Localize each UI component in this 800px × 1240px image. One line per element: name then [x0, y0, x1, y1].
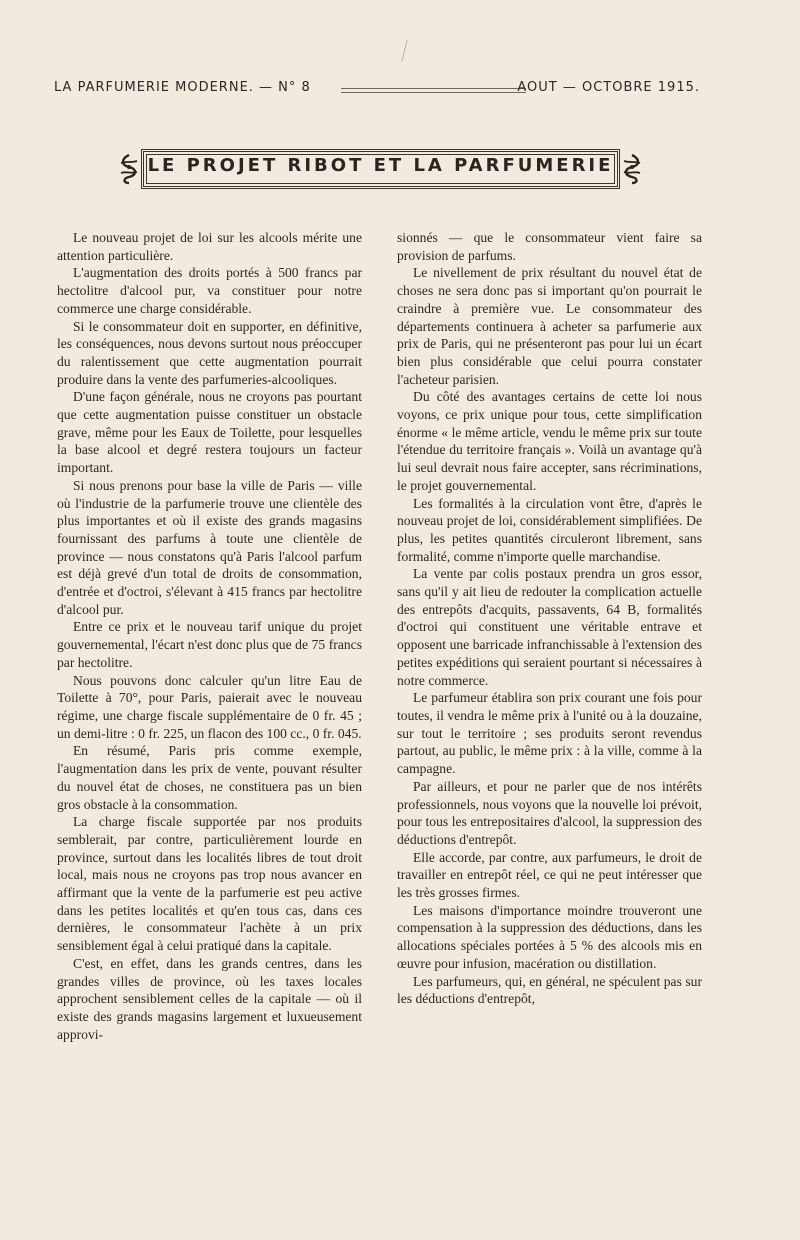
floral-ornament-icon — [620, 153, 644, 185]
paragraph: Les formalités à la circulation vont être, d'après le nouveau projet de loi, considérablement simplifiées. De plus, les petites quantités circuleront librement, sans formalité, comme n'importe quelle marchandise. — [397, 495, 702, 564]
paragraph-continued: sionnés — que le consommateur vient faire sa provision de parfums. — [397, 230, 702, 263]
paragraph: Du côté des avantages certains de cette loi nous voyons, ce prix unique pour tous, cette simplification énorme « le même article, vendu le même prix sur toute l'étendue du territoire français ». Voilà un avantage qu'à lui seul devrait nous faire accepter, sans récriminations, le projet gouvernemental. — [397, 389, 702, 493]
paragraph: Si le consommateur doit en supporter, en définitive, les conséquences, nous devons surtout nous préoccuper du ralentissement que cette augmentation pourrait produire dans la vente des parfumeries-alcooliques. — [57, 318, 362, 387]
paragraph: Le nouveau projet de loi sur les alcools mérite une attention particulière. — [57, 230, 362, 263]
article-title-banner — [117, 145, 644, 195]
paragraph: D'une façon générale, nous ne croyons pas pourtant que cette augmentation puisse constituer un obstacle grave, même pour les Eaux de Toilette, pour lesquelles la base alcool et degré restera toujours un facteur important. — [57, 389, 362, 476]
paragraph: La vente par colis postaux prendra un gros essor, sans qu'il y ait lieu de redouter la complication actuelle des entrepôts d'acquits, passavents, 64 B, formalités d'octroi qui constituent une véritable entrave et opposent une barricade infranchissable à l'extension des petites expéditions qui seraient pourtant si nécessaires à notre commerce. — [397, 566, 702, 688]
paragraph: La charge fiscale supportée par nos produits semblerait, par contre, particulièrement lourde en province, surtout dans les localités libres de tout droit local, mais nous ne croyons pas trop nous avancer en affirmant que la vente de la parfumerie est peu active dans les petites localités et qu'en tous cas, dans ces dernières, le consommateur l'achète à un prix sensiblement égal à celui pratiqué dans la capitale. — [57, 814, 362, 954]
paragraph: C'est, en effet, dans les grands centres, dans les grandes villes de province, où les taxes locales approchent sensiblement celles de la capitale — où il existe des grands magasins largement et luxueusement approvi- — [57, 955, 362, 1042]
running-head — [54, 80, 700, 100]
paragraph: En résumé, Paris pris comme exemple, l'augmentation dans les prix de vente, pouvant résulter du nouvel état de choses, ne constituera pas un bien gros obstacle à la consommation. — [57, 743, 362, 812]
paragraph: Les parfumeurs, qui, en général, ne spéculent pas sur les déductions d'entrepôt, — [397, 973, 702, 1007]
paragraph: Entre ce prix et le nouveau tarif unique du projet gouvernemental, l'écart n'est donc plus que de 75 francs par hectolitre. — [57, 619, 362, 670]
issue-date: AOUT — OCTOBRE 1915. — [517, 80, 700, 95]
paragraph: Nous pouvons donc calculer qu'un litre Eau de Toilette à 70°, pour Paris, paierait avec le nouveau régime, une charge fiscale supplémentaire de 0 fr. 45 ; un demi-litre : 0 fr. 225, un flacon des 100 cc., 0 fr. 045. — [57, 672, 362, 741]
paragraph: Les maisons d'importance moindre trouveront une compensation à la suppression des déductions, dans les allocations spéciales portées à 5 % des alcools mis en œuvre pour infusion, macération ou distillation. — [397, 902, 702, 971]
paragraph: Si nous prenons pour base la ville de Paris — ville où l'industrie de la parfumerie trouve une clientèle des plus importantes et où il existe des grands magasins fournissant des parfums à toute une clientèle de province — nous constatons qu'à Paris l'alcool parfum est déjà grevé d'un total de droits de consommation, d'entrée et d'octroi, s'élevant à 415 francs par hectolitre d'alcool pur. — [57, 477, 362, 617]
pencil-mark — [401, 40, 409, 62]
paragraph: Elle accorde, par contre, aux parfumeurs, le droit de travailler en entrepôt réel, ce qui ne peut intéresser que les très grosses firmes. — [397, 849, 702, 901]
article-column-left — [57, 229, 362, 1043]
article-title: LE PROJET RIBOT ET LA PARFUMERIE — [147, 155, 614, 176]
paragraph: Par ailleurs, et pour ne parler que de nos intérêts professionnels, nous voyons que la nouvelle loi prévoit, pour tous les entrepositaires d'alcool, la suppression des déductions d'entrepôt. — [397, 778, 702, 847]
paragraph: Le nivellement de prix résultant du nouvel état de choses ne sera donc pas si important qu'on pourrait le craindre à première vue. Le consommateur des départements continuera à acheter sa parfumerie aux prix de Paris, qui ne présenteront pas pour lui un écart bien plus considérable que celui pourra constater l'acheteur parisien. — [397, 265, 702, 387]
paragraph: Le parfumeur établira son prix courant une fois pour toutes, il vendra le même prix à l'unité ou à la douzaine, sur tout le territoire ; ses produits seront revendus partout, au public, le même prix : à la ville, comme à la campagne. — [397, 690, 702, 777]
header-rule — [341, 88, 526, 93]
paragraph: L'augmentation des droits portés à 500 francs par hectolitre d'alcool pur, va constituer pour notre commerce une charge considérable. — [57, 265, 362, 316]
journal-title: LA PARFUMERIE MODERNE. — N° 8 — [54, 80, 311, 95]
article-column-right — [397, 229, 702, 1008]
